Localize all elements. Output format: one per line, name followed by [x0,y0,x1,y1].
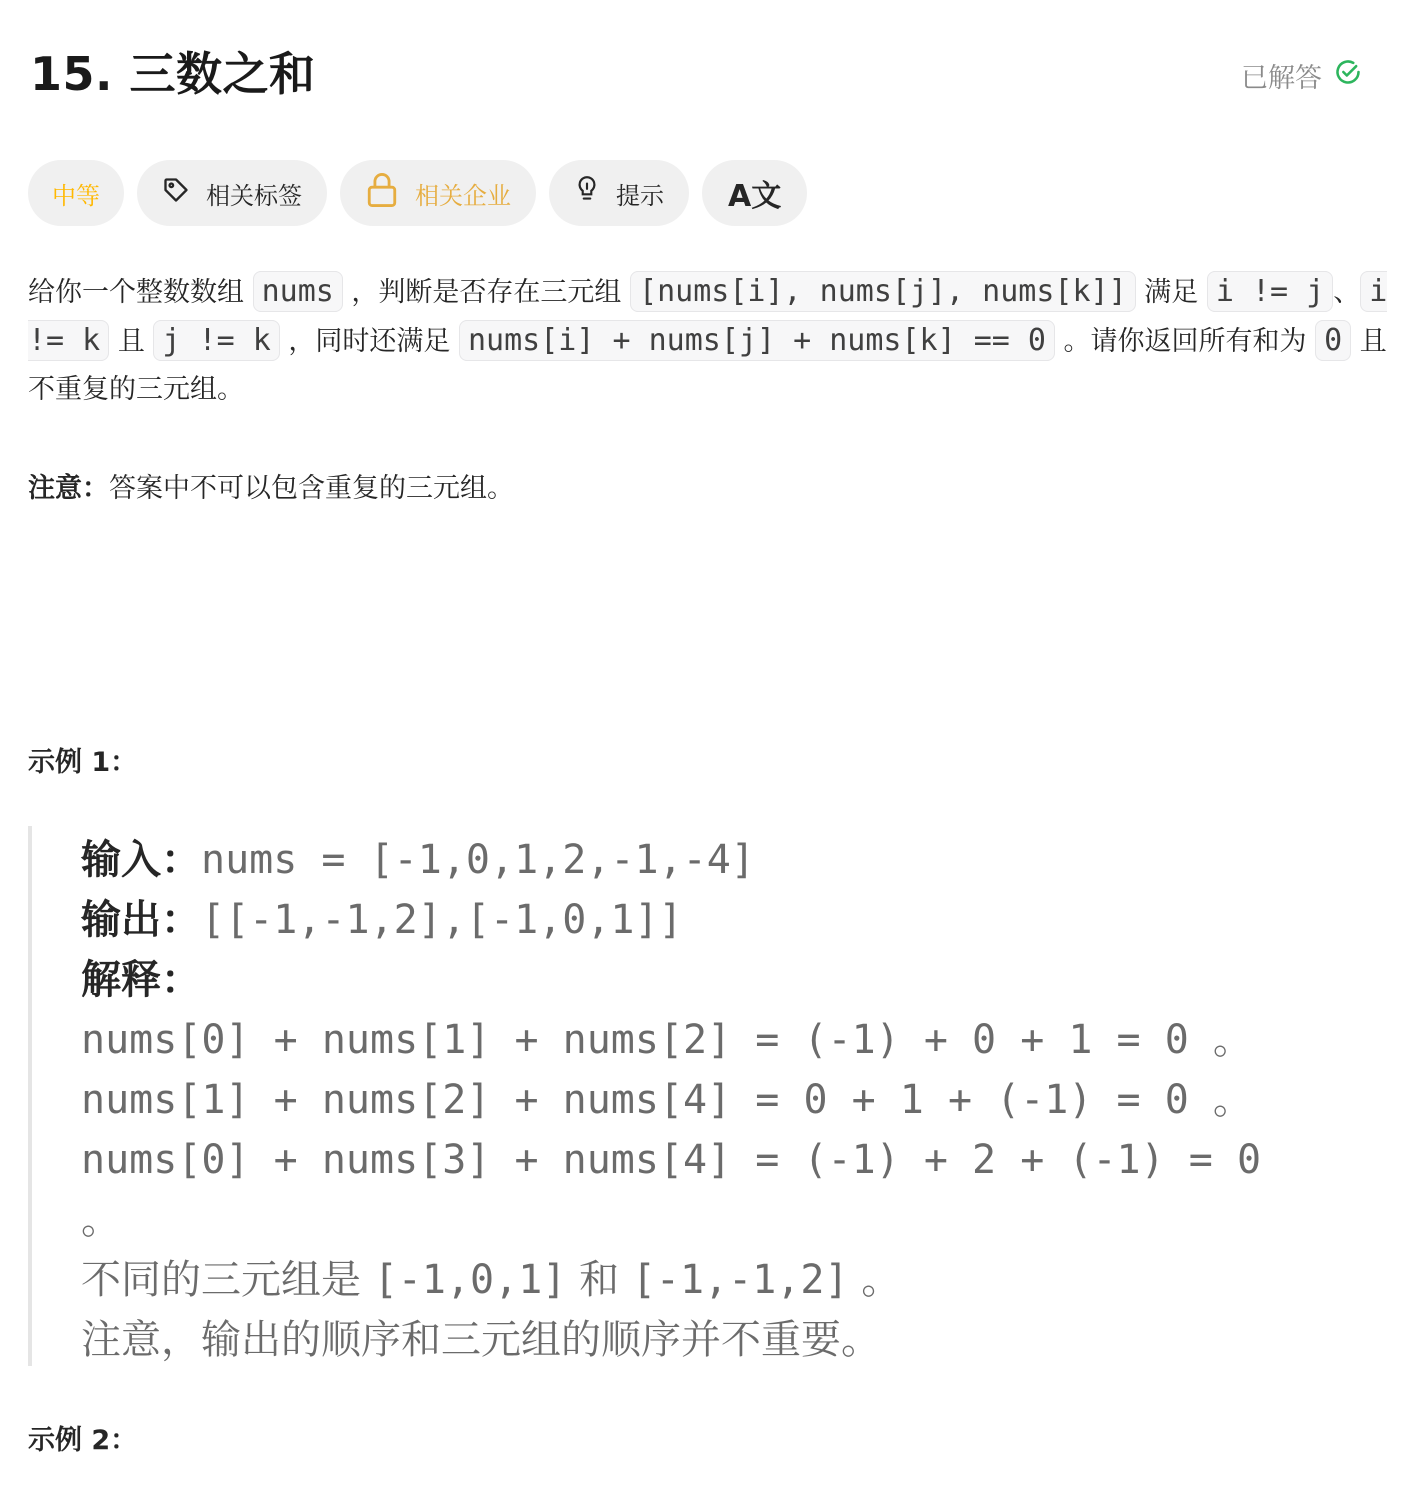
example-input-line [81,830,1368,890]
inline-code: [nums[i], nums[j], nums[k]] [630,271,1136,312]
desc-text: 。请你返回所有和为 [1054,326,1316,357]
related-companies-label: 相关企业 [415,181,511,210]
translate-icon: A文 [728,179,782,214]
inline-code: 0 [1315,320,1351,361]
explain-text: 。 [848,1257,902,1303]
related-companies-button[interactable] [340,160,536,226]
desc-text: 满足 [1135,277,1207,308]
example-1-title: 示例 1： [28,747,138,778]
explain-line-5: 注意，输出的顺序和三元组的顺序并不重要。 [81,1317,881,1363]
solved-label: 已解答 [1241,63,1322,94]
inline-code: i != k [28,271,1387,361]
desc-text: 、 [1333,277,1361,308]
tag-icon [162,176,190,210]
note-paragraph [28,466,514,505]
example-1-block [28,826,1368,1366]
explain-text: 和 [566,1257,632,1303]
related-tags-label: 相关标签 [206,181,302,210]
lock-icon [365,171,399,215]
output-label: 输出： [81,897,201,943]
desc-text: ，判断是否存在三元组 [342,277,631,308]
difficulty-label: 中等 [52,181,100,210]
explain-text: 不同的三元组是 [81,1257,374,1303]
input-label: 输入： [81,837,201,883]
explain-line-4 [81,1250,1368,1310]
output-value: [[-1,-1,2],[-1,0,1]] [201,897,683,943]
desc-text: ，同时还满足 [279,326,459,357]
note-text: 答案中不可以包含重复的三元组。 [109,473,514,504]
translate-button[interactable] [702,160,807,226]
note-label: 注意： [28,473,109,504]
hint-label: 提示 [616,181,664,210]
desc-text: 且 [109,326,154,357]
tag-bar [28,160,807,226]
explain-line-3: nums[0] + nums[3] + nums[4] = (-1) + 2 + (-1) = 0 [81,1137,1262,1183]
solved-status [1241,56,1362,95]
difficulty-badge[interactable] [28,160,124,226]
inline-code: nums [253,271,343,312]
check-circle-icon [1334,58,1362,93]
inline-code: j != k [153,320,279,361]
example-output-line [81,890,1368,950]
triplet-value: [-1,-1,2] [631,1257,849,1303]
input-value: nums = [-1,0,1,2,-1,-4] [201,837,755,883]
hint-button[interactable] [549,160,689,226]
inline-code: nums[i] + nums[j] + nums[k] == 0 [459,320,1055,361]
explain-label: 解释： [81,957,201,1003]
problem-description [28,268,1388,414]
inline-code: i != j [1207,271,1333,312]
problem-title: 15. 三数之和 [30,47,316,101]
desc-text: 给你一个整数数组 [28,277,253,308]
example-2-title: 示例 2： [28,1425,138,1456]
explain-line-3-period: 。 [81,1197,121,1243]
example-explain-line [81,950,1368,1010]
triplet-value: [-1,0,1] [373,1257,567,1303]
explain-line-2: nums[1] + nums[2] + nums[4] = 0 + 1 + (-1) = 0 。 [81,1077,1253,1123]
explain-line-1: nums[0] + nums[1] + nums[2] = (-1) + 0 + 1 = 0 。 [81,1017,1253,1063]
related-tags-button[interactable] [137,160,327,226]
lightbulb-icon [574,175,600,211]
desc-text: 且不重复的三元组。 [28,326,1387,405]
